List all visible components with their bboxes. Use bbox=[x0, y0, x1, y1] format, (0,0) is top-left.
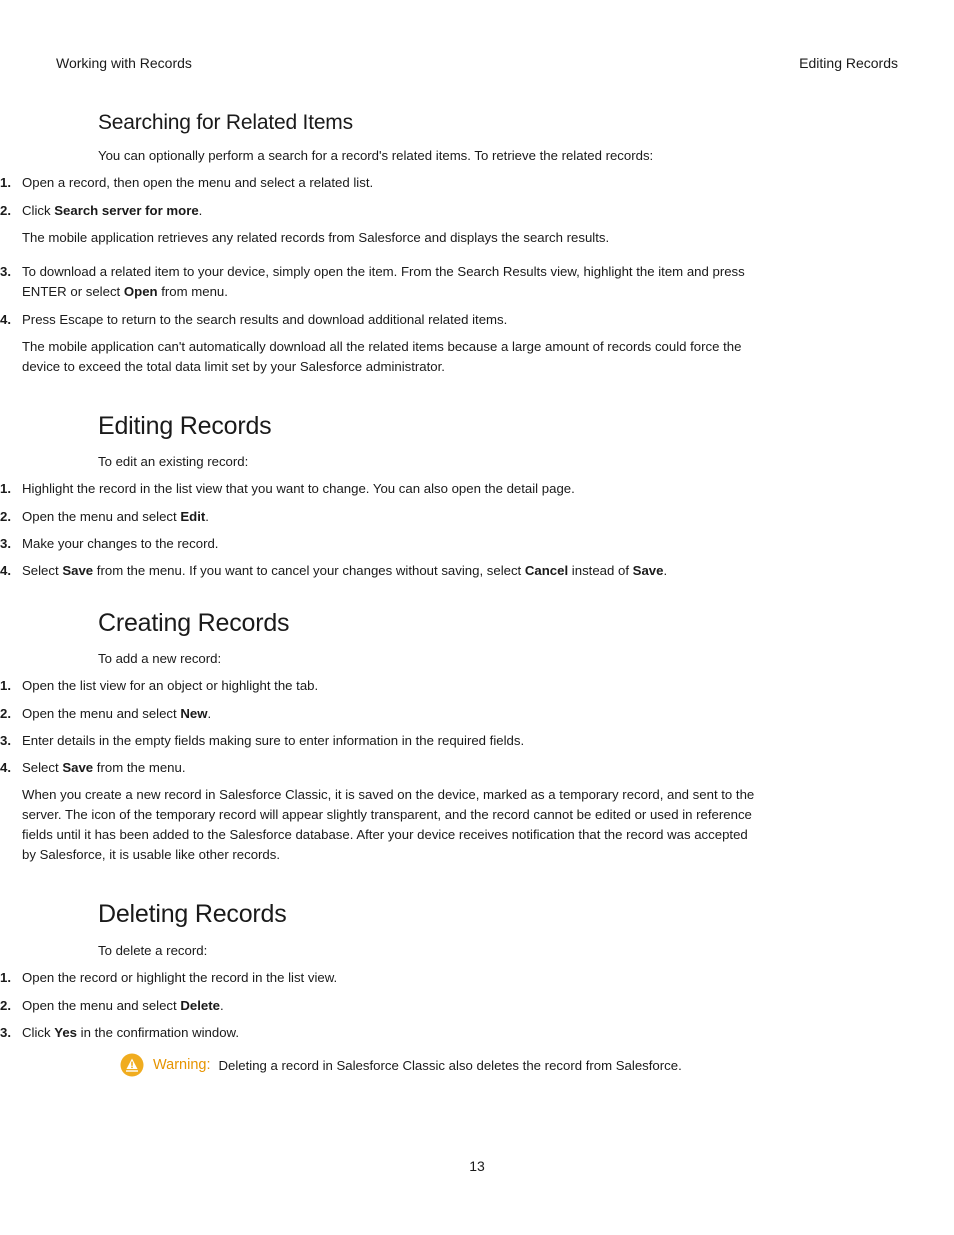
ui-term: New bbox=[180, 706, 208, 721]
step-number: 4. bbox=[0, 760, 11, 775]
step-number: 1. bbox=[0, 481, 11, 496]
deleting-intro: To delete a record: bbox=[98, 943, 208, 958]
ui-term: Save bbox=[62, 760, 94, 775]
step-text: Open the menu and select Delete. bbox=[22, 998, 224, 1013]
step-number: 2. bbox=[0, 706, 11, 721]
searching-step-4 bbox=[0, 310, 760, 377]
step-text: Click Yes in the confirmation window. bbox=[22, 1025, 239, 1040]
step-number: 3. bbox=[0, 733, 11, 748]
creating-step-4 bbox=[0, 758, 760, 865]
step-number: 1. bbox=[0, 175, 11, 190]
searching-intro: You can optionally perform a search for a record's related items. To retrieve the related records: bbox=[98, 148, 654, 163]
searching-step-3 bbox=[0, 262, 760, 302]
ui-term: Edit bbox=[180, 509, 206, 524]
warning-text: Deleting a record in Salesforce Classic also deletes the record from Salesforce. bbox=[218, 1057, 682, 1073]
ui-term: Open bbox=[123, 284, 158, 299]
section-title-editing: Editing Records bbox=[98, 412, 272, 440]
step-text: Select Save from the menu. If you want to cancel your changes without saving, select Cancel instead of Save. bbox=[22, 563, 668, 578]
step-note: When you create a new record in Salesforce Classic, it is saved on the device, marked as a temporary record, and sent to the server. The icon of the temporary record will appear slightly transparent, and the record cannot be edited or used in reference fields until it has been added to the Salesforce database. After your device receives notification that the record was accepted by Salesforce, it is usable like other records. bbox=[22, 787, 755, 862]
ui-term: Cancel bbox=[524, 563, 569, 578]
deleting-step-2 bbox=[0, 996, 760, 1016]
step-number: 3. bbox=[0, 1025, 11, 1040]
ui-term: Save bbox=[62, 563, 94, 578]
step-note: The mobile application can't automatically download all the related items because a large amount of records could force the device to exceed the total data limit set by your Salesforce administrator. bbox=[22, 339, 742, 374]
section-title-deleting: Deleting Records bbox=[98, 900, 287, 928]
editing-step-2 bbox=[0, 507, 760, 527]
step-text: Enter details in the empty fields making sure to enter information in the required fields. bbox=[22, 733, 525, 748]
warning-callout bbox=[120, 1053, 682, 1077]
warning-label: Warning: bbox=[153, 1057, 211, 1073]
ui-term: Yes bbox=[54, 1025, 77, 1040]
creating-intro: To add a new record: bbox=[98, 651, 222, 666]
step-number: 1. bbox=[0, 970, 11, 985]
step-number: 1. bbox=[0, 678, 11, 693]
step-text: Open the menu and select Edit. bbox=[22, 509, 209, 524]
searching-step-1 bbox=[0, 173, 760, 193]
ui-term: Save bbox=[632, 563, 664, 578]
step-text: Highlight the record in the list view that you want to change. You can also open the detail page. bbox=[22, 481, 575, 496]
step-number: 2. bbox=[0, 509, 11, 524]
step-text: Open the list view for an object or highlight the tab. bbox=[22, 678, 319, 693]
step-text: Press Escape to return to the search results and download additional related items. bbox=[22, 312, 508, 327]
step-text: To download a related item to your device, simply open the item. From the Search Results view, highlight the item and press ENTER or select Open from menu. bbox=[22, 264, 745, 299]
step-text: Select Save from the menu. bbox=[22, 760, 186, 775]
step-number: 3. bbox=[0, 536, 11, 551]
editing-step-1 bbox=[0, 479, 760, 499]
step-text: Click Search server for more. bbox=[22, 203, 203, 218]
deleting-step-3 bbox=[0, 1023, 760, 1043]
page-number: 13 bbox=[469, 1158, 485, 1174]
searching-step-2 bbox=[0, 201, 760, 248]
step-number: 2. bbox=[0, 998, 11, 1013]
editing-intro: To edit an existing record: bbox=[98, 454, 249, 469]
creating-step-3 bbox=[0, 731, 760, 751]
step-text: Open the record or highlight the record in the list view. bbox=[22, 970, 338, 985]
warning-icon bbox=[120, 1053, 144, 1077]
step-text: Make your changes to the record. bbox=[22, 536, 219, 551]
running-header-right: Editing Records bbox=[799, 55, 898, 71]
ui-term: Delete bbox=[180, 998, 220, 1013]
step-number: 4. bbox=[0, 312, 11, 327]
step-number: 2. bbox=[0, 203, 11, 218]
step-number: 3. bbox=[0, 264, 11, 279]
creating-step-1 bbox=[0, 676, 760, 696]
section-title-searching: Searching for Related Items bbox=[98, 111, 353, 134]
step-text: Open a record, then open the menu and select a related list. bbox=[22, 175, 374, 190]
step-text: Open the menu and select New. bbox=[22, 706, 212, 721]
step-note: The mobile application retrieves any related records from Salesforce and displays the search results. bbox=[22, 230, 610, 245]
step-number: 4. bbox=[0, 563, 11, 578]
section-title-creating: Creating Records bbox=[98, 609, 290, 637]
deleting-step-1 bbox=[0, 968, 760, 988]
creating-step-2 bbox=[0, 704, 760, 724]
running-header-left: Working with Records bbox=[56, 55, 192, 71]
editing-step-3 bbox=[0, 534, 760, 554]
editing-step-4 bbox=[0, 561, 760, 581]
ui-term: Search server for more bbox=[54, 203, 199, 218]
